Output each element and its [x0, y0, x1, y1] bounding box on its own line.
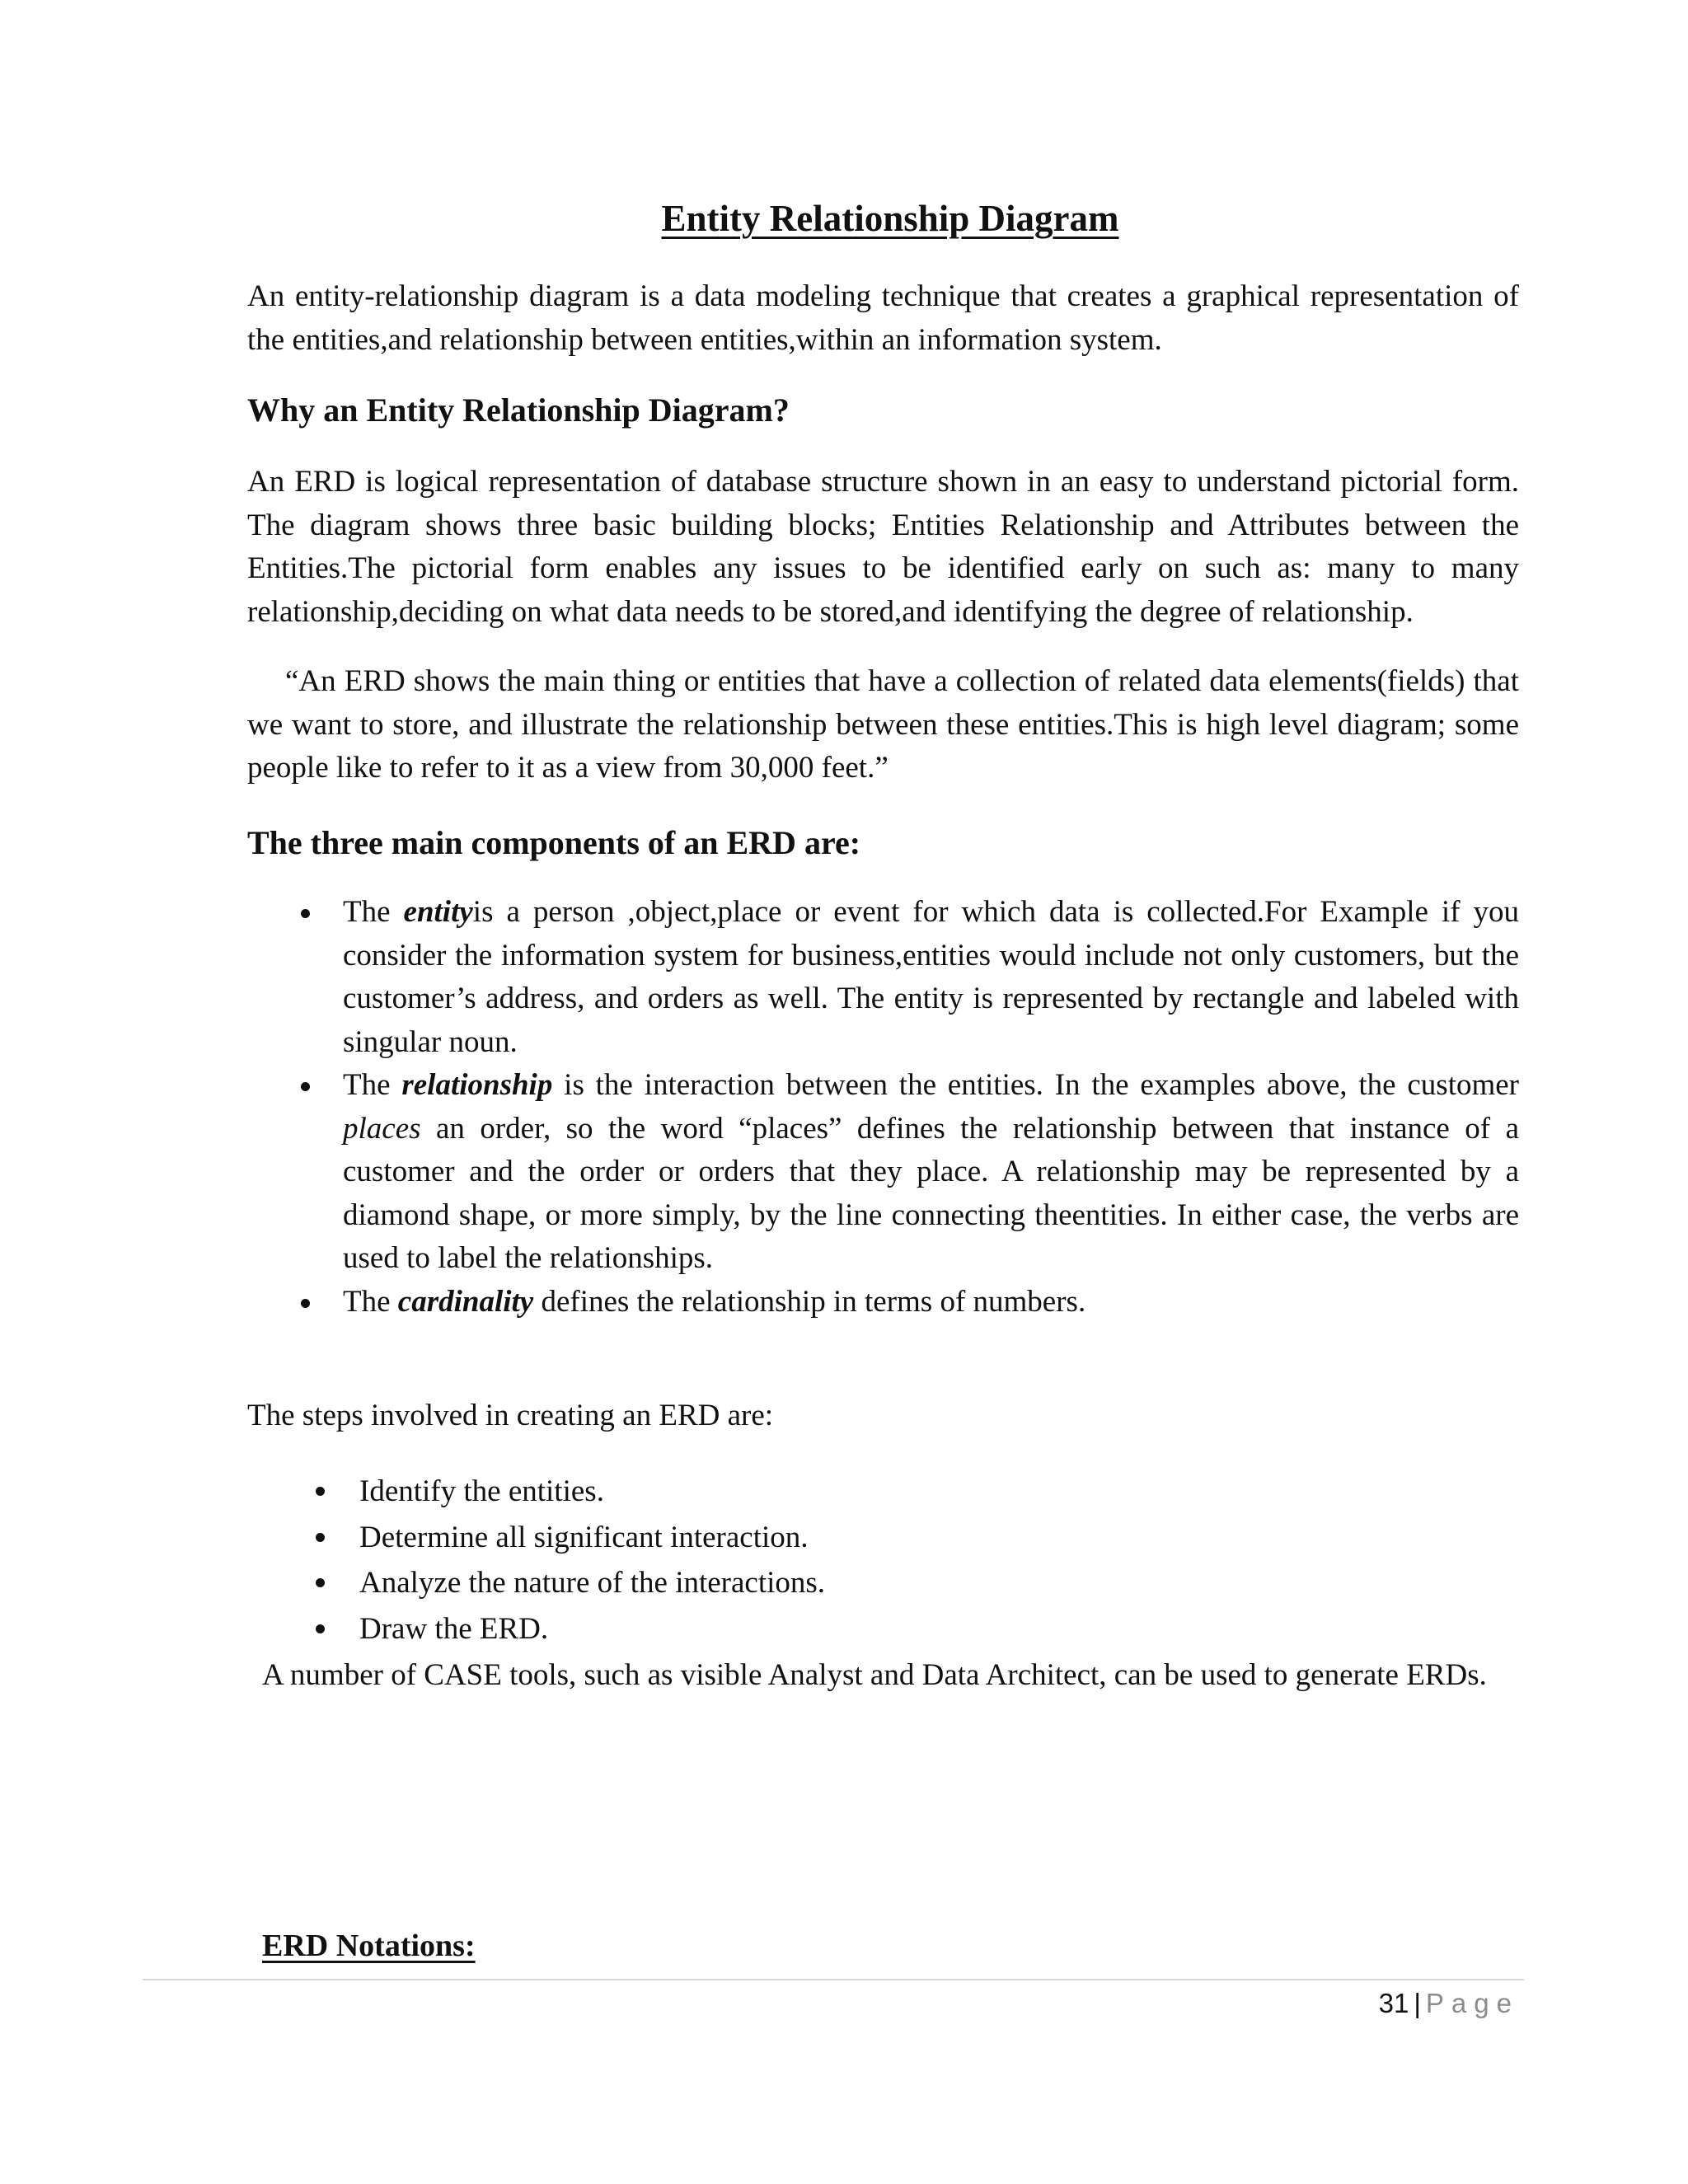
- list-item-entity: [343, 891, 1519, 1064]
- entity-description: is a person ,object,place or event for which data is collected.For Example if you consider the information system for business,entities would include not only customers, but the customer’s address, and orders as well. The entity is represented by rectangle and labeled with singular noun.: [343, 895, 1520, 1059]
- why-paragraph: An ERD is logical representation of database structure shown in an easy to understand pictorial form. The diagram shows three basic building blocks; Entities Relationship and Attributes between the Entities.The pictorial form enables any issues to be identified early on such as: many to many relationship,deciding on what data needs to be stored,and identifying the degree of relationship.: [247, 465, 1519, 629]
- step-text: Analyze the nature of the interactions.: [359, 1566, 826, 1600]
- bullet-icon: [301, 1299, 310, 1308]
- cardinality-description: defines the relationship in terms of numbers.: [533, 1284, 1086, 1319]
- page-number: 31: [1378, 1988, 1409, 2018]
- steps-intro: The steps involved in creating an ERD are:: [247, 1399, 774, 1432]
- list-item: [359, 1606, 1348, 1652]
- footer-separator: |: [1414, 1988, 1421, 2018]
- intro-paragraph: An entity-relationship diagram is a data modeling technique that creates a graphical representation of the entities,and relationship between entities,within an information system.: [247, 279, 1519, 357]
- case-tools-paragraph: A number of CASE tools, such as visible Analyst and Data Architect, can be used to generate ERDs.: [262, 1658, 1487, 1692]
- relationship-keyword: relationship: [401, 1068, 553, 1102]
- list-item: [359, 1469, 1348, 1515]
- page-title: Entity Relationship Diagram: [661, 198, 1119, 239]
- list-item: [359, 1560, 1348, 1606]
- bullet-icon: [316, 1624, 325, 1633]
- list-item: [359, 1515, 1348, 1561]
- entity-prefix: The: [343, 895, 404, 929]
- components-heading: The three main components of an ERD are:: [247, 824, 861, 861]
- entity-keyword: entity: [403, 895, 473, 929]
- why-heading: Why an Entity Relationship Diagram?: [247, 391, 790, 429]
- relationship-emphasis: places: [343, 1111, 421, 1146]
- notations-heading: ERD Notations:: [262, 1929, 476, 1963]
- step-text: Determine all significant interaction.: [359, 1520, 809, 1554]
- cardinality-keyword: cardinality: [397, 1284, 534, 1319]
- bullet-icon: [316, 1533, 325, 1542]
- bullet-icon: [301, 1082, 310, 1091]
- cardinality-prefix: The: [343, 1284, 398, 1319]
- relationship-text-after: an order, so the word “places” defines the relationship between that instance of a customer and the order or orders that they place. A relationship may be represented by a diamond shape, or more simply, by the line connecting theentities. In either case, the verbs are used to label the relationships.: [343, 1111, 1519, 1275]
- relationship-text-before: is the interaction between the entities. In the examples above, the customer: [552, 1068, 1519, 1102]
- quote-paragraph: “An ERD shows the main thing or entities that have a collection of related data elements(fields) that we want to store, and illustrate the relationship between these entities.This is high level diagram; some people like to refer to it as a view from 30,000 feet.”: [247, 664, 1519, 785]
- bullet-icon: [316, 1578, 325, 1587]
- page-footer: [1379, 1983, 1519, 2024]
- step-text: Draw the ERD.: [359, 1611, 549, 1646]
- bullet-icon: [316, 1487, 325, 1496]
- relationship-prefix: The: [343, 1068, 402, 1102]
- bullet-icon: [301, 909, 310, 918]
- footer-divider: [143, 1979, 1524, 1980]
- page-label: Page: [1425, 1988, 1519, 2018]
- components-list: [343, 891, 1519, 1324]
- step-text: Identify the entities.: [359, 1474, 604, 1508]
- list-item-relationship: [343, 1064, 1519, 1281]
- list-item-cardinality: [343, 1281, 1519, 1324]
- steps-list: [359, 1469, 1348, 1652]
